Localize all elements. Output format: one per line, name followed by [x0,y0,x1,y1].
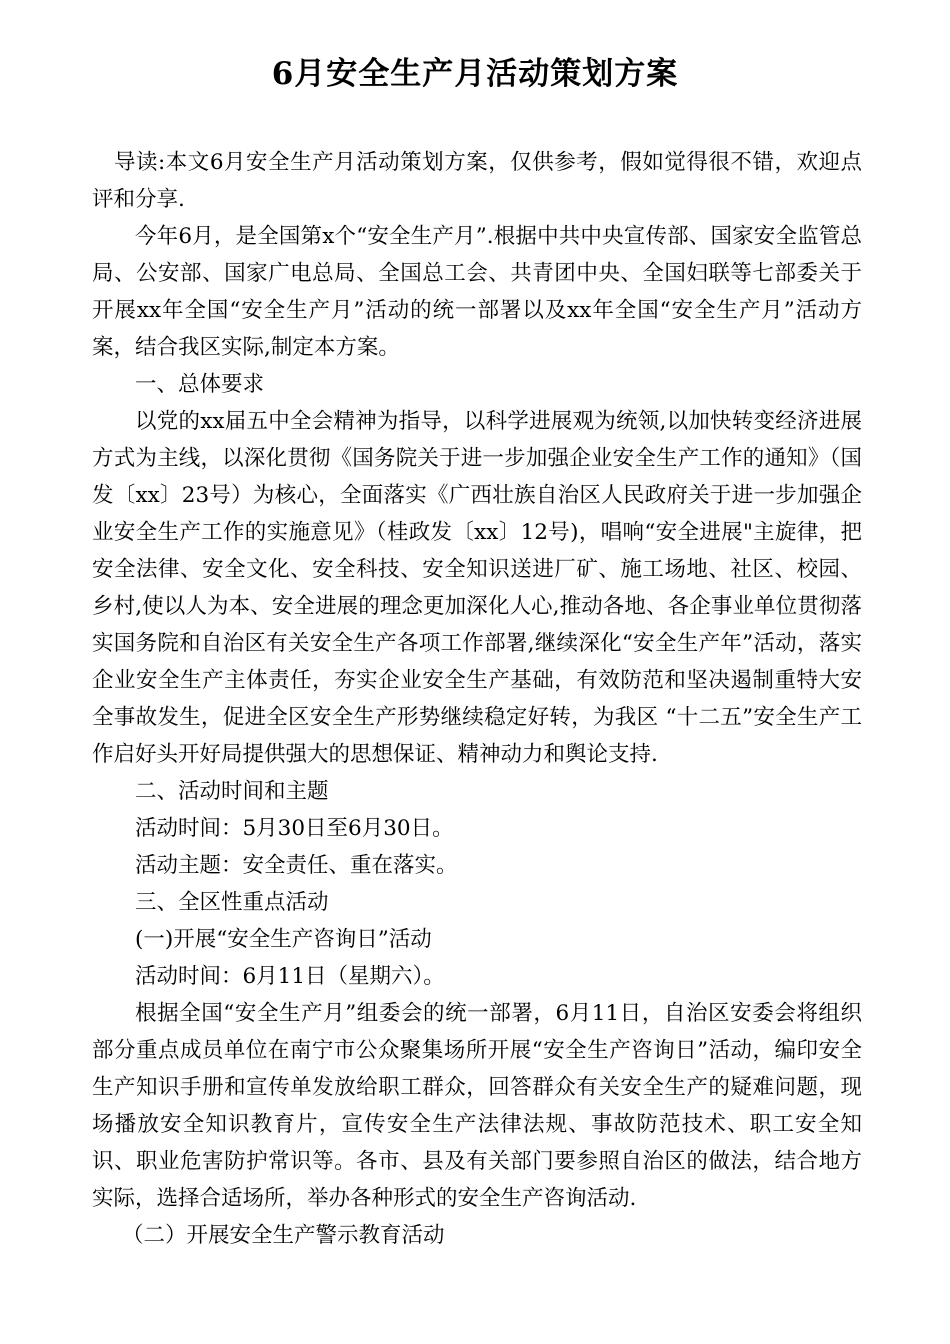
paragraph-consult-day-time: 活动时间：6月11日（星期六）。 [135,964,445,989]
subsection-heading-1: (一)开展“安全生产咨询日”活动 [135,927,432,952]
paragraph-consult-day-details: 根据全国“安全生产月”组委会的统一部署，6月11日，自治区安委会将组织部分重点成员单位在南宁市公众聚集场所开展“安全生产咨询日”活动，编印安全生产知识手册和宣传单发放给职工群众，回答群众有关安全生产的疑难问题，现场播放安全知识教育片，宣传安全生产法律法规、事故防范技术、职工安全知识、职业危害防护常识等。各市、县及有关部门要参照自治区的做法，结合地方实际，选择合适场所，举办各种形式的安全生产咨询活动. [92,1001,862,1211]
section-heading-3: 三、全区性重点活动 [135,890,329,915]
paragraph-background: 今年6月，是全国第x个“安全生产月”.根据中共中央宣传部、国家安全监管总局、公安部、国家广电总局、全国总工会、共青团中央、全国妇联等七部委关于开展xx年全国“安全生产月”活动的统一部署以及xx年全国“安全生产月”活动方案，结合我区实际,制定本方案。 [92,224,862,360]
paragraph-intro: 导读:本文6月安全生产月活动策划方案，仅供参考，假如觉得很不错，欢迎点评和分享. [92,150,862,212]
document-body [92,144,862,1254]
section-heading-2: 二、活动时间和主题 [135,779,329,804]
paragraph-activity-time: 活动时间：5月30日至6月30日。 [135,816,454,841]
section-heading-1: 一、总体要求 [135,372,265,397]
subsection-heading-2: （二）开展安全生产警示教育活动 [122,1223,445,1248]
paragraph-general-requirements: 以党的xx届五中全会精神为指导，以科学进展观为统领,以加快转变经济进展方式为主线，以深化贯彻《国务院关于进一步加强企业安全生产工作的通知》（国发〔xx〕23号）为核心，全面落实《广西壮族自治区人民政府关于进一步加强企业安全生产工作的实施意见》（桂政发〔xx〕12号)，唱响“安全进展"主旋律，把安全法律、安全文化、安全科技、安全知识送进厂矿、施工场地、社区、校园、乡村,使以人为本、安全进展的理念更加深化人心,推动各地、各企事业单位贯彻落实国务院和自治区有关安全生产各项工作部署,继续深化“安全生产年”活动，落实企业安全生产主体责任，夯实企业安全生产基础，有效防范和坚决遏制重特大安全事故发生，促进全区安全生产形势继续稳定好转，为我区 “十二五”安全生产工作启好头开好局提供强大的思想保证、精神动力和舆论支持. [92,409,862,767]
paragraph-activity-theme: 活动主题：安全责任、重在落实。 [135,853,458,878]
document-title: 6月安全生产月活动策划方案 [271,56,679,92]
